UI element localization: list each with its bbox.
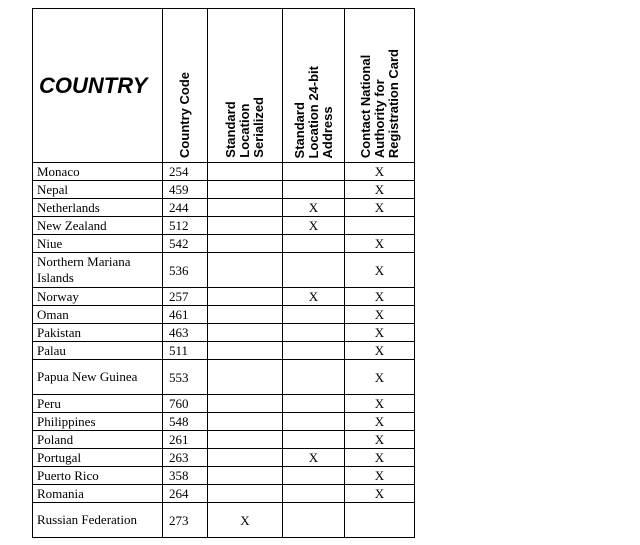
table-row <box>33 181 415 199</box>
country-cell: Philippines <box>33 413 163 431</box>
serialized-cell <box>208 467 283 485</box>
country-cell: Nepal <box>33 181 163 199</box>
address24-cell <box>283 395 345 413</box>
table-row <box>33 413 415 431</box>
contact-cell: X <box>345 288 415 306</box>
country-code-cell: 263 <box>163 449 208 467</box>
address24-cell <box>283 503 345 538</box>
country-cell: Portugal <box>33 449 163 467</box>
contact-cell <box>345 503 415 538</box>
address24-cell: X <box>283 288 345 306</box>
contact-cell: X <box>345 253 415 288</box>
serialized-cell <box>208 342 283 360</box>
serialized-cell <box>208 485 283 503</box>
contact-cell: X <box>345 431 415 449</box>
contact-cell: X <box>345 485 415 503</box>
header-contact-national-authority <box>345 9 415 163</box>
country-code-cell: 261 <box>163 431 208 449</box>
address24-cell: X <box>283 199 345 217</box>
table-body <box>33 163 415 538</box>
address24-cell <box>283 485 345 503</box>
contact-cell: X <box>345 181 415 199</box>
contact-cell: X <box>345 324 415 342</box>
country-cell: Palau <box>33 342 163 360</box>
table-row <box>33 288 415 306</box>
country-code-cell: 542 <box>163 235 208 253</box>
contact-cell: X <box>345 306 415 324</box>
address24-cell <box>283 181 345 199</box>
serialized-cell <box>208 449 283 467</box>
address24-cell <box>283 253 345 288</box>
header-serialized-label: Standard Location Serialized <box>223 97 266 158</box>
address24-cell <box>283 342 345 360</box>
serialized-cell: X <box>208 503 283 538</box>
country-cell: Pakistan <box>33 324 163 342</box>
country-code-cell: 536 <box>163 253 208 288</box>
country-cell: Romania <box>33 485 163 503</box>
contact-cell: X <box>345 360 415 395</box>
contact-cell: X <box>345 342 415 360</box>
country-code-cell: 511 <box>163 342 208 360</box>
table-row <box>33 467 415 485</box>
address24-cell: X <box>283 449 345 467</box>
header-country: COUNTRY <box>33 9 163 163</box>
serialized-cell <box>208 306 283 324</box>
contact-cell: X <box>345 199 415 217</box>
contact-cell: X <box>345 395 415 413</box>
address24-cell <box>283 360 345 395</box>
country-cell: Niue <box>33 235 163 253</box>
serialized-cell <box>208 163 283 181</box>
country-code-cell: 463 <box>163 324 208 342</box>
header-standard-location-serialized <box>208 9 283 163</box>
table-row <box>33 360 415 395</box>
address24-cell <box>283 467 345 485</box>
table-row <box>33 253 415 288</box>
serialized-cell <box>208 288 283 306</box>
country-table <box>32 8 415 538</box>
country-code-cell: 254 <box>163 163 208 181</box>
address24-cell <box>283 324 345 342</box>
country-code-cell: 548 <box>163 413 208 431</box>
table-row <box>33 449 415 467</box>
address24-cell <box>283 163 345 181</box>
table-row <box>33 485 415 503</box>
table-row <box>33 217 415 235</box>
country-cell: Puerto Rico <box>33 467 163 485</box>
contact-cell: X <box>345 467 415 485</box>
country-cell: Norway <box>33 288 163 306</box>
country-code-cell: 264 <box>163 485 208 503</box>
country-cell: Monaco <box>33 163 163 181</box>
contact-cell: X <box>345 413 415 431</box>
country-cell: Oman <box>33 306 163 324</box>
serialized-cell <box>208 431 283 449</box>
table-row <box>33 431 415 449</box>
address24-cell: X <box>283 217 345 235</box>
header-standard-location-24bit-address <box>283 9 345 163</box>
serialized-cell <box>208 199 283 217</box>
serialized-cell <box>208 324 283 342</box>
country-code-cell: 244 <box>163 199 208 217</box>
header-country-code <box>163 9 208 163</box>
country-code-cell: 461 <box>163 306 208 324</box>
serialized-cell <box>208 181 283 199</box>
country-code-cell: 512 <box>163 217 208 235</box>
country-cell: Russian Federation <box>33 503 163 538</box>
country-cell: Northern Mariana Islands <box>33 253 163 288</box>
table-row <box>33 163 415 181</box>
country-code-cell: 358 <box>163 467 208 485</box>
contact-cell: X <box>345 235 415 253</box>
serialized-cell <box>208 395 283 413</box>
table-row <box>33 395 415 413</box>
serialized-cell <box>208 413 283 431</box>
header-country-code-label: Country Code <box>177 72 192 158</box>
header-address24-label: Standard Location 24-bit Address <box>291 65 335 158</box>
country-code-cell: 760 <box>163 395 208 413</box>
country-code-cell: 257 <box>163 288 208 306</box>
serialized-cell <box>208 217 283 235</box>
address24-cell <box>283 413 345 431</box>
table-row <box>33 342 415 360</box>
contact-cell: X <box>345 449 415 467</box>
serialized-cell <box>208 253 283 288</box>
serialized-cell <box>208 360 283 395</box>
country-cell: Papua New Guinea <box>33 360 163 395</box>
table-row <box>33 306 415 324</box>
country-cell: Poland <box>33 431 163 449</box>
country-code-cell: 273 <box>163 503 208 538</box>
country-code-cell: 459 <box>163 181 208 199</box>
header-row <box>33 9 415 163</box>
serialized-cell <box>208 235 283 253</box>
country-cell: New Zealand <box>33 217 163 235</box>
table-row <box>33 199 415 217</box>
country-cell: Peru <box>33 395 163 413</box>
country-code-cell: 553 <box>163 360 208 395</box>
address24-cell <box>283 235 345 253</box>
contact-cell: X <box>345 163 415 181</box>
address24-cell <box>283 306 345 324</box>
table-row <box>33 235 415 253</box>
header-contact-label: Contact National Authority for Registration Card <box>357 48 401 158</box>
country-cell: Netherlands <box>33 199 163 217</box>
table-row <box>33 324 415 342</box>
table-row <box>33 503 415 538</box>
contact-cell <box>345 217 415 235</box>
address24-cell <box>283 431 345 449</box>
